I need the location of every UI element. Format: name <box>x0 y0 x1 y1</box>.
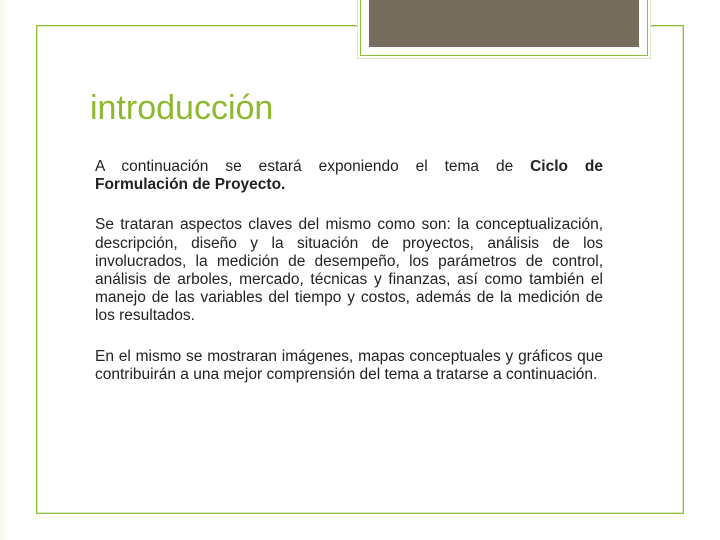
left-accent-strip <box>0 0 8 540</box>
paragraph-media: En el mismo se mostraran imágenes, mapas conceptuales y gráficos que contribuirán a una mejor comprensión del tema a tratarse a continuación. <box>95 347 603 383</box>
paragraph-intro <box>95 158 603 194</box>
slide-title: introducción <box>90 89 274 127</box>
paragraph-intro-line-1 <box>95 158 603 176</box>
top-tab-fill <box>369 0 639 47</box>
slide-body <box>95 158 603 384</box>
paragraph-intro-text: A continuación se estará exponiendo el tema de <box>95 158 514 175</box>
paragraph-intro-highlight-2: Formulación de Proyecto. <box>95 176 286 194</box>
paragraph-aspects: Se trataran aspectos claves del mismo como son: la conceptualización, descripción, diseño y la situación de proyectos, análisis de los involucrados, la medición de desempeño, los parámetros de control, análisis de arboles, mercado, técnicas y finanzas, así como también el manejo de las variables del tiempo y costos, además de la medición de los resultados. <box>95 216 603 325</box>
paragraph-intro-highlight-1: Ciclo de <box>530 158 603 175</box>
top-decorative-tab <box>360 0 648 56</box>
